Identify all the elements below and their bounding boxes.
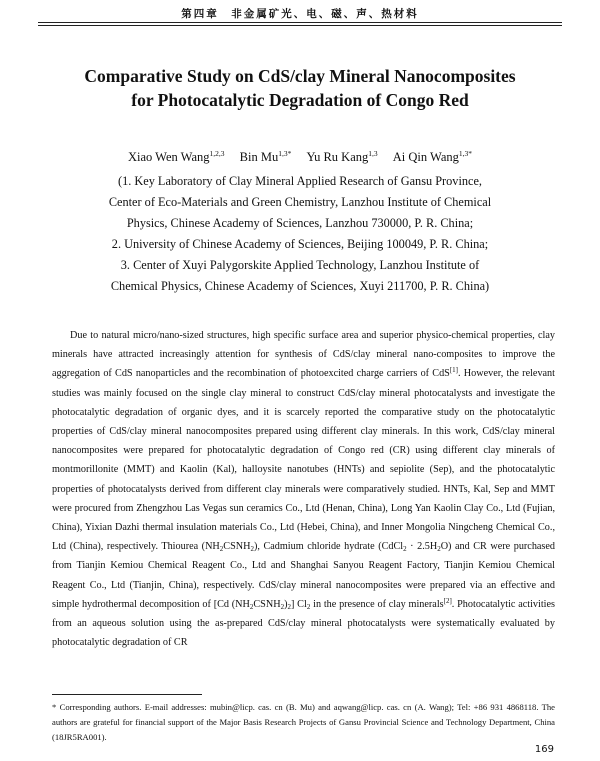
- subscript: 2: [280, 602, 285, 611]
- citation-ref: [1]: [449, 366, 459, 375]
- subscript: 2: [403, 545, 407, 554]
- affiliation-line: 3. Center of Xuyi Palygorskite Applied Technology, Lanzhou Institute of: [120, 258, 480, 272]
- author-name: Bin Mu: [239, 150, 279, 164]
- footnote: * Corresponding authors. E-mail addresses: mubin@licp. cas. cn (B. Mu) and aqwang@licp. cas. cn (A. Wang); Tel: +86 931 4868118. The authors are grateful for financial support of the Major Basis Research Projects of Gansu Provincial Science and Technology Department, China (18JR5RA001).: [52, 702, 555, 742]
- abstract-text: CSNH: [253, 598, 281, 610]
- affiliation-line: Physics, Chinese Academy of Sciences, Lanzhou 730000, P. R. China;: [126, 216, 474, 230]
- abstract-text: . However, the relevant studies was mainly focused on the single clay mineral to construct CdS/clay mineral photocatalysts and investigate the photocatalytic degradation of organic dyes, and it is scarcely reported the comparative study on the photocatalytic properties of CdS/clay mineral nanocomposites prepared using different clay minerals. In this work, CdS/clay mineral nanocomposites were prepared for photocatalytic degradation of Congo red (CR) using different clay minerals of montmorillonite (MMT) and Kaolin (Kal), halloysite nanotubes (HNTs) and sepiolite (Sep), and the photocatalytic properties of photocatalysts derived from different clay minerals were comparatively studied. HNTs, Kal, Sep and MMT were procured from Zhengzhou Las Vegas sun ceramics Co., Ltd (Henan, China), Long Yan Kaolin Clay Co., Ltd (Fujian, China), Yixian Dazhi thermal insulation materials Co., Ltd (Hebei, China), and Inner Mongolia Ningcheng Chemical Co., Ltd (China), respectively. Thiourea (NH: [52, 368, 555, 553]
- title-line-1: Comparative Study on CdS/clay Mineral Nanocomposites: [84, 66, 516, 86]
- abstract-paragraph: [52, 326, 555, 652]
- abstract-text: ] Cl: [290, 598, 307, 610]
- abstract-text: in the presence of clay minerals: [310, 598, 444, 610]
- citation-ref: [2]: [443, 596, 452, 605]
- author-affil-sup: 1,2,3: [209, 149, 225, 158]
- title-line-2: for Photocatalytic Degradation of Congo Red: [131, 90, 469, 110]
- author-affil-sup: 1,3*: [278, 149, 292, 158]
- author-3: [306, 150, 377, 164]
- header-rule-thick: [38, 22, 562, 23]
- author-2: [240, 150, 292, 164]
- abstract-text: · 2.5H: [406, 541, 438, 553]
- subscript: 2: [287, 602, 291, 611]
- abstract-text: CSNH: [223, 541, 251, 553]
- author-name: Ai Qin Wang: [392, 150, 459, 164]
- affiliation-line: Center of Eco-Materials and Green Chemistry, Lanzhou Institute of Chemical: [108, 195, 492, 209]
- running-header: 第四章 非金属矿光、电、磁、声、热材料: [181, 8, 419, 20]
- author-name: Yu Ru Kang: [306, 150, 369, 164]
- footnote-rule: [52, 694, 202, 695]
- author-4: [393, 150, 472, 164]
- author-name: Xiao Wen Wang: [127, 150, 210, 164]
- abstract-text: O) and CR were purchased from Tianjin Kemiou Chemical Reagent Co., Ltd and Shanghai Sanyou Reagent Factory, Tianjin Kemiou Chemical Reagent Co., Ltd (Tianjin, China), respectively. CdS/clay mineral nanocomposites were prepared via an effective and simple hydrothermal decomposition of [Cd (NH: [52, 541, 556, 610]
- affiliations: [40, 171, 560, 297]
- abstract-text: Due to natural micro/nano-sized structures, high specific surface area and superior physico-chemical properties, clay minerals have attracted increasingly attention for synthesis of CdS/clay mineral nano-composites to improve the aggregation of CdS nanoparticles and the recombination of photoexcited charge carriers of CdS: [52, 330, 555, 380]
- paper-title: [40, 64, 560, 112]
- subscript: 2: [437, 545, 441, 554]
- header-rule-thin: [38, 25, 562, 26]
- author-affil-sup: 1,3*: [458, 149, 473, 158]
- subscript: 2: [249, 602, 254, 611]
- author-1: [128, 150, 225, 164]
- author-list: [30, 148, 570, 166]
- affiliation-line: (1. Key Laboratory of Clay Mineral Applied Research of Gansu Province,: [117, 174, 483, 188]
- abstract-text: . Photocatalytic activities from an aqueous solution using the as-prepared CdS/clay mineral photocatalysts were systematically evaluated by photocatalytic degradation of CR: [52, 598, 555, 649]
- subscript: 2: [306, 602, 311, 611]
- affiliation-line: 2. University of Chinese Academy of Sciences, Beijing 100049, P. R. China;: [111, 237, 489, 251]
- subscript: 2: [250, 545, 254, 554]
- abstract-text: ): [284, 598, 288, 610]
- abstract-text: ), Cadmium chloride hydrate (CdCl: [253, 541, 404, 553]
- affiliation-line: Chemical Physics, Chinese Academy of Sciences, Xuyi 211700, P. R. China): [110, 279, 490, 293]
- author-affil-sup: 1,3: [368, 149, 378, 158]
- page-number: 169: [534, 744, 554, 755]
- subscript: 2: [219, 545, 224, 554]
